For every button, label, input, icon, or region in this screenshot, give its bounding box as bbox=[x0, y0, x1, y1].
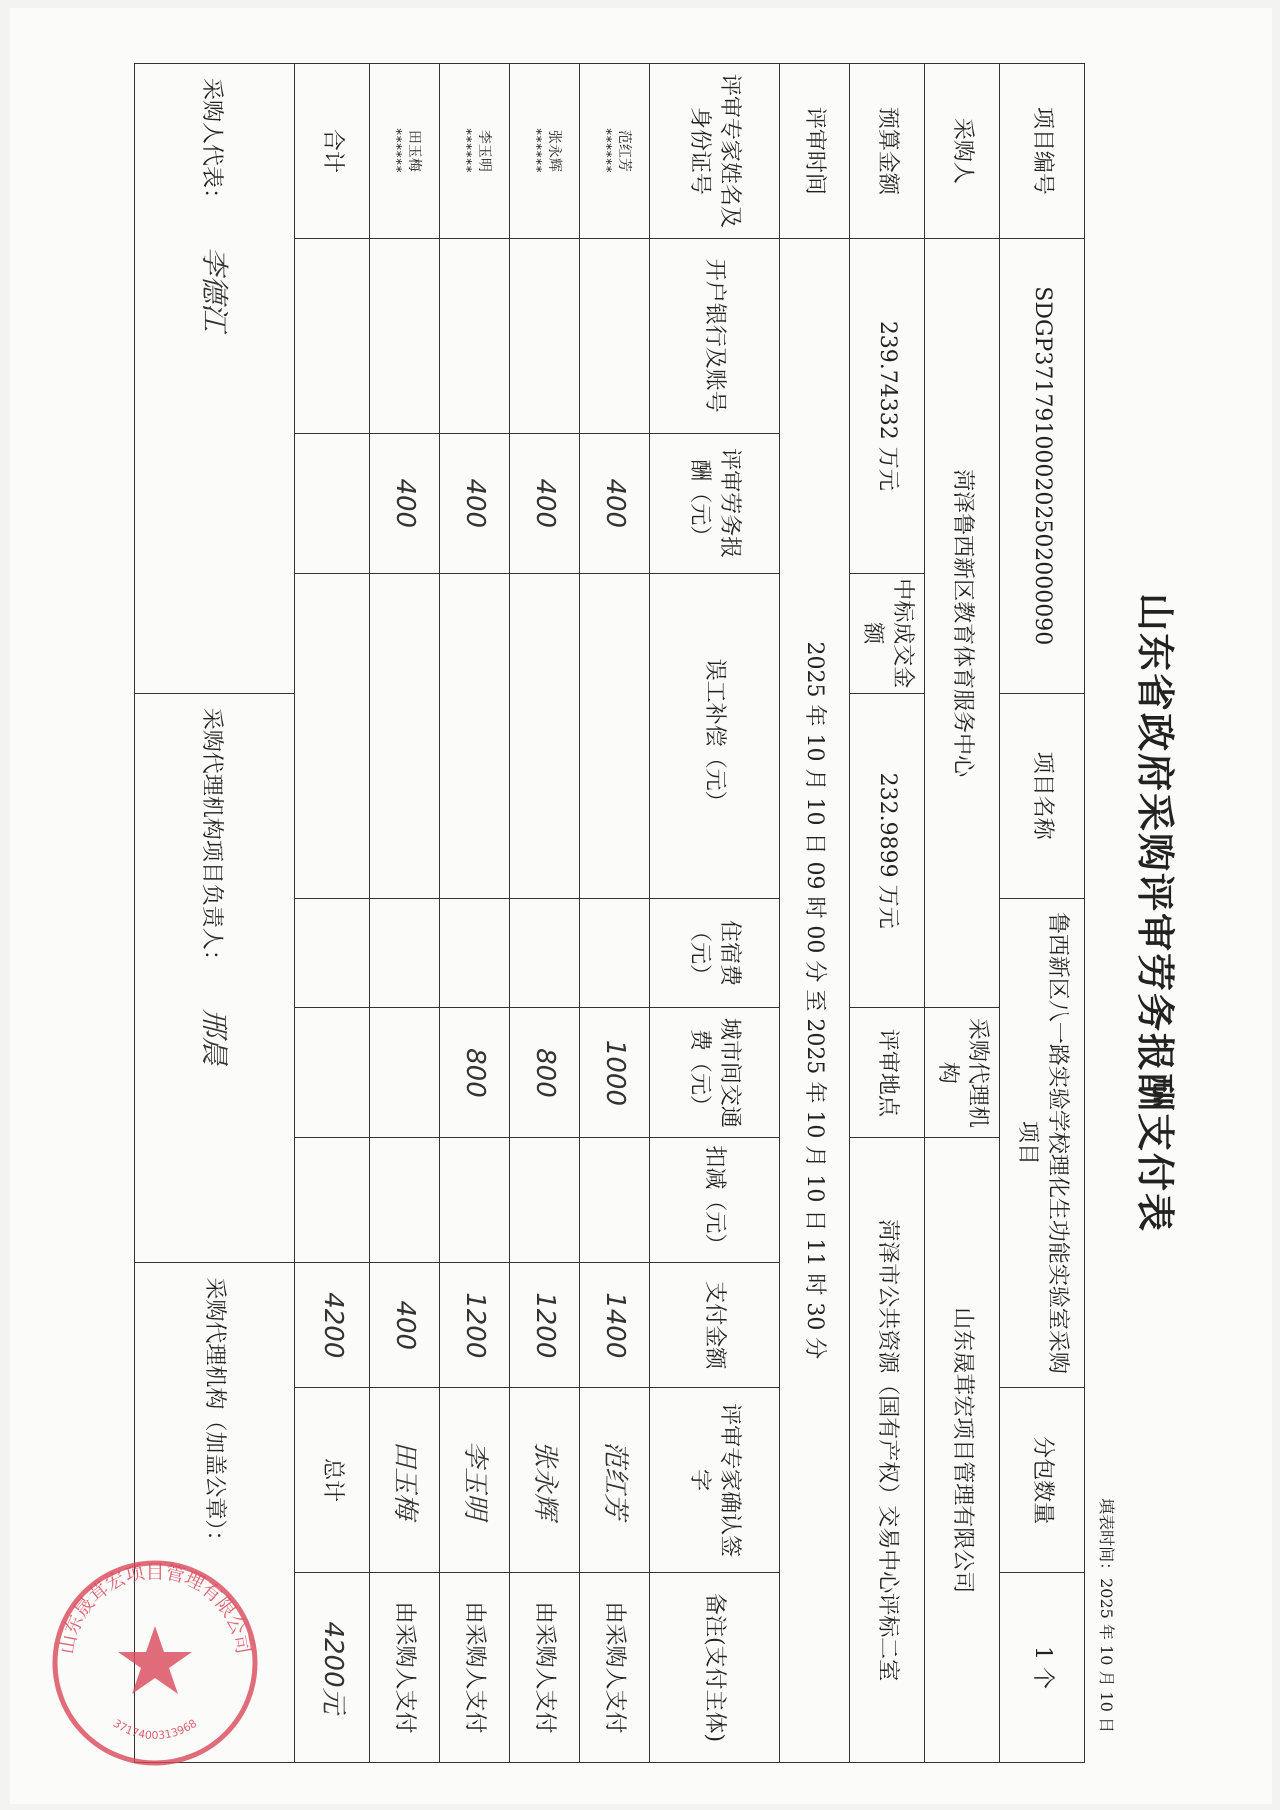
seal-number: 3717400313968 bbox=[110, 1716, 200, 1743]
total-fee bbox=[295, 433, 370, 573]
header-fee: 评审劳务报酬（元） bbox=[650, 433, 780, 573]
review-place: 菏泽市公共资源（国有产权）交易中心评标二室 bbox=[850, 1138, 925, 1763]
bank-cell bbox=[440, 238, 510, 433]
hotel-cell bbox=[370, 898, 440, 1008]
fill-time: 填表时间：2025 年 10 月 10 日 bbox=[1097, 1498, 1116, 1733]
row-project bbox=[1000, 64, 1085, 1763]
transport-cell: 1000 bbox=[580, 1008, 650, 1138]
lost-work-cell bbox=[510, 573, 580, 898]
expert-name: 张永辉 bbox=[545, 129, 562, 172]
remark-cell: 由采购人支付 bbox=[370, 1573, 440, 1763]
expert-name: 李玉明 bbox=[475, 129, 492, 172]
project-name: 鲁西新区八一路实验学校理化生功能实验室采购项目 bbox=[1000, 898, 1085, 1388]
payment-table bbox=[134, 63, 1085, 1763]
label-grand-total: 总计 bbox=[295, 1388, 370, 1573]
total-hotel bbox=[295, 898, 370, 1008]
total-lost-work bbox=[295, 573, 370, 898]
expert-cell bbox=[510, 64, 580, 239]
transport-cell: 800 bbox=[440, 1008, 510, 1138]
seal-stamp-icon bbox=[40, 1548, 270, 1778]
review-time: 2025 年 10 月 10 日 09 时 00 分 至 2025 年 10 月 10 日 11 时 30 分 bbox=[780, 238, 850, 1762]
label-purchaser: 采购人 bbox=[925, 64, 1000, 239]
row-total bbox=[295, 64, 370, 1763]
pay-cell: 1200 bbox=[510, 1263, 580, 1388]
hotel-cell bbox=[580, 898, 650, 1008]
purchaser: 菏泽鲁西新区教育体育服务中心 bbox=[925, 238, 1000, 1008]
purchaser-rep-cell bbox=[135, 64, 295, 694]
sign-cell: 李玉明 bbox=[440, 1388, 510, 1573]
remark-cell: 由采购人支付 bbox=[510, 1573, 580, 1763]
agency-leader-cell bbox=[135, 693, 295, 1263]
expert-cell bbox=[440, 64, 510, 239]
total-transport bbox=[295, 1008, 370, 1138]
purchaser-rep-label: 采购人代表： bbox=[199, 78, 225, 211]
label-total: 合计 bbox=[295, 64, 370, 239]
expert-cell bbox=[580, 64, 650, 239]
label-budget: 预算金额 bbox=[850, 64, 925, 239]
label-project-no: 项目编号 bbox=[1000, 64, 1085, 239]
seal-text: 山东晟茸宏项目管理有限公司 bbox=[55, 1561, 255, 1656]
expert-name: 田玉梅 bbox=[405, 129, 422, 172]
bank-cell bbox=[580, 238, 650, 433]
total-deduction bbox=[295, 1138, 370, 1263]
remark-cell: 由采购人支付 bbox=[580, 1573, 650, 1763]
form-title: 山东省政府采购评审劳务报酬支付表 bbox=[1133, 592, 1178, 1233]
header-deduction: 扣减（元） bbox=[650, 1138, 780, 1263]
rotated-form bbox=[65, 63, 1185, 1763]
label-agency: 采购代理机构 bbox=[925, 1008, 1000, 1138]
sign-cell: 范红芳 bbox=[580, 1388, 650, 1573]
lost-work-cell bbox=[440, 573, 510, 898]
project-no: SDGP371791000202502000090 bbox=[1000, 238, 1085, 693]
deduction-cell bbox=[580, 1138, 650, 1263]
expert-id: ****** bbox=[527, 128, 543, 174]
purchaser-rep-signature: 李德江 bbox=[198, 247, 232, 332]
remark-cell: 由采购人支付 bbox=[440, 1573, 510, 1763]
expert-id: ****** bbox=[387, 128, 403, 174]
pay-cell: 1200 bbox=[440, 1263, 510, 1388]
row-time bbox=[780, 64, 850, 1763]
agency-leader-label: 采购代理机构项目负责人： bbox=[199, 707, 225, 972]
pay-cell: 400 bbox=[370, 1263, 440, 1388]
total-bank bbox=[295, 238, 370, 433]
hotel-cell bbox=[440, 898, 510, 1008]
document-page bbox=[10, 8, 1272, 1804]
label-project-name: 项目名称 bbox=[1000, 693, 1085, 898]
table-row bbox=[510, 64, 580, 1763]
row-amount bbox=[850, 64, 925, 1763]
expert-cell bbox=[370, 64, 440, 239]
pay-cell: 1400 bbox=[580, 1263, 650, 1388]
fee-cell: 400 bbox=[580, 433, 650, 573]
lost-work-cell bbox=[370, 573, 440, 898]
lost-work-cell bbox=[580, 573, 650, 898]
agency: 山东晟茸宏项目管理有限公司 bbox=[925, 1138, 1000, 1763]
transport-cell bbox=[370, 1008, 440, 1138]
header-lost-work: 误工补偿（元） bbox=[650, 573, 780, 898]
fee-cell: 400 bbox=[510, 433, 580, 573]
label-package-count: 分包数量 bbox=[1000, 1388, 1085, 1573]
deduction-cell bbox=[510, 1138, 580, 1263]
header-pay: 支付金额 bbox=[650, 1263, 780, 1388]
transport-cell: 800 bbox=[510, 1008, 580, 1138]
grand-total: 4200元 bbox=[295, 1573, 370, 1763]
header-hotel: 住宿费（元） bbox=[650, 898, 780, 1008]
header-bank: 开户银行及账号 bbox=[650, 238, 780, 433]
header-expert: 评审专家姓名及身份证号 bbox=[650, 64, 780, 239]
deduction-cell bbox=[440, 1138, 510, 1263]
fee-cell: 400 bbox=[440, 433, 510, 573]
budget: 239.74332 万元 bbox=[850, 238, 925, 573]
package-count: 1 个 bbox=[1000, 1573, 1085, 1763]
table-row bbox=[440, 64, 510, 1763]
agency-seal-label: 采购代理机构（加盖公章）： bbox=[202, 1277, 228, 1553]
header-remark: 备注(支付主体) bbox=[650, 1573, 780, 1763]
header-confirm: 评审专家确认签字 bbox=[650, 1388, 780, 1573]
label-review-place: 评审地点 bbox=[850, 1008, 925, 1138]
table-row bbox=[370, 64, 440, 1763]
company-seal bbox=[40, 1548, 270, 1778]
bank-cell bbox=[370, 238, 440, 433]
deduction-cell bbox=[370, 1138, 440, 1263]
label-deal-amount: 中标成交金额 bbox=[850, 573, 925, 693]
label-review-time: 评审时间 bbox=[780, 64, 850, 239]
sign-cell: 张永辉 bbox=[510, 1388, 580, 1573]
row-signatures bbox=[135, 64, 295, 1763]
expert-id: ****** bbox=[597, 128, 613, 174]
expert-name: 范红芳 bbox=[615, 129, 632, 172]
header-transport: 城市间交通费（元） bbox=[650, 1008, 780, 1138]
agency-leader-signature: 邢晨 bbox=[198, 1008, 232, 1065]
table-row bbox=[580, 64, 650, 1763]
row-purchaser bbox=[925, 64, 1000, 1763]
deal-amount: 232.9899 万元 bbox=[850, 693, 925, 1008]
row-header bbox=[650, 64, 780, 1763]
hotel-cell bbox=[510, 898, 580, 1008]
sign-cell: 田玉梅 bbox=[370, 1388, 440, 1573]
bank-cell bbox=[510, 238, 580, 433]
expert-id: ****** bbox=[457, 128, 473, 174]
total-pay: 4200 bbox=[295, 1263, 370, 1388]
fee-cell: 400 bbox=[370, 433, 440, 573]
